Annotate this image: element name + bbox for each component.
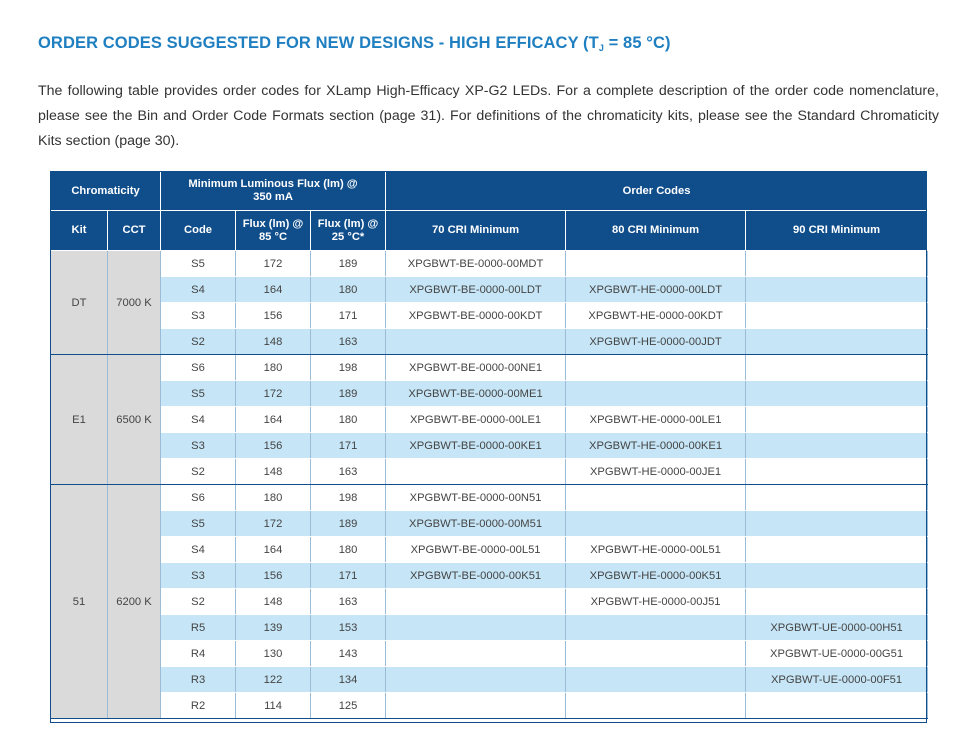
table-row — [51, 693, 928, 719]
table-row — [51, 303, 928, 329]
cri80-cell — [566, 667, 746, 693]
cri90-cell: XPGBWT-UE-0000-00H51 — [746, 615, 928, 641]
code-cell: R2 — [161, 693, 236, 719]
code-cell: R3 — [161, 667, 236, 693]
table-row — [51, 459, 928, 485]
flux25-cell: 198 — [311, 485, 386, 511]
flux25-cell: 198 — [311, 355, 386, 381]
cri80-cell — [566, 251, 746, 277]
cct-cell: 7000 K — [108, 251, 161, 355]
cri70-cell: XPGBWT-BE-0000-00M51 — [386, 511, 566, 537]
code-cell: S6 — [161, 485, 236, 511]
code-cell: S2 — [161, 589, 236, 615]
flux85-cell: 164 — [236, 537, 311, 563]
flux25-cell: 134 — [311, 667, 386, 693]
cri90-cell — [746, 251, 928, 277]
cri80-cell: XPGBWT-HE-0000-00J51 — [566, 589, 746, 615]
cri80-cell: XPGBWT-HE-0000-00JDT — [566, 329, 746, 355]
cri90-cell — [746, 381, 928, 407]
flux25-cell: 171 — [311, 563, 386, 589]
cri70-cell: XPGBWT-BE-0000-00KDT — [386, 303, 566, 329]
flux85-cell: 172 — [236, 251, 311, 277]
header-order-codes: Order Codes — [386, 172, 928, 211]
cct-cell: 6200 K — [108, 485, 161, 719]
table-row — [51, 329, 928, 355]
flux85-cell: 172 — [236, 381, 311, 407]
flux85-cell: 148 — [236, 589, 311, 615]
cri80-cell — [566, 355, 746, 381]
cri90-cell — [746, 537, 928, 563]
cri90-cell — [746, 589, 928, 615]
cri80-cell: XPGBWT-HE-0000-00KDT — [566, 303, 746, 329]
code-cell: S6 — [161, 355, 236, 381]
table-row — [51, 485, 928, 511]
kit-cell: 51 — [51, 485, 108, 719]
cri70-cell: XPGBWT-BE-0000-00KE1 — [386, 433, 566, 459]
cri70-cell — [386, 667, 566, 693]
cri80-cell: XPGBWT-HE-0000-00LE1 — [566, 407, 746, 433]
cri80-cell: XPGBWT-HE-0000-00K51 — [566, 563, 746, 589]
cri80-cell — [566, 693, 746, 719]
cri90-cell — [746, 485, 928, 511]
flux25-cell: 180 — [311, 537, 386, 563]
table-row — [51, 277, 928, 303]
cri70-cell: XPGBWT-BE-0000-00LDT — [386, 277, 566, 303]
header-chromaticity: Chromaticity — [51, 172, 161, 211]
cri70-cell: XPGBWT-BE-0000-00NE1 — [386, 355, 566, 381]
code-cell: S4 — [161, 407, 236, 433]
flux25-cell: 180 — [311, 407, 386, 433]
cri80-cell — [566, 641, 746, 667]
flux25-cell: 180 — [311, 277, 386, 303]
cri70-cell: XPGBWT-BE-0000-00L51 — [386, 537, 566, 563]
cri80-cell — [566, 511, 746, 537]
flux85-cell: 148 — [236, 459, 311, 485]
flux25-cell: 171 — [311, 433, 386, 459]
header-flux-85: Flux (lm) @ 85 °C — [236, 211, 311, 251]
flux25-cell: 163 — [311, 459, 386, 485]
flux85-cell: 164 — [236, 407, 311, 433]
cri70-cell: XPGBWT-BE-0000-00K51 — [386, 563, 566, 589]
flux85-cell: 139 — [236, 615, 311, 641]
code-cell: S4 — [161, 277, 236, 303]
flux25-cell: 189 — [311, 251, 386, 277]
code-cell: S3 — [161, 303, 236, 329]
header-cri80: 80 CRI Minimum — [566, 211, 746, 251]
code-cell: S5 — [161, 511, 236, 537]
table-row — [51, 381, 928, 407]
table-row — [51, 355, 928, 381]
flux85-cell: 148 — [236, 329, 311, 355]
cri90-cell — [746, 407, 928, 433]
flux85-cell: 156 — [236, 303, 311, 329]
cri80-cell: XPGBWT-HE-0000-00L51 — [566, 537, 746, 563]
flux85-cell: 172 — [236, 511, 311, 537]
code-cell: R5 — [161, 615, 236, 641]
cri70-cell — [386, 693, 566, 719]
cri90-cell — [746, 563, 928, 589]
cri90-cell — [746, 355, 928, 381]
flux25-cell: 171 — [311, 303, 386, 329]
flux25-cell: 189 — [311, 381, 386, 407]
flux85-cell: 122 — [236, 667, 311, 693]
cri70-cell: XPGBWT-BE-0000-00ME1 — [386, 381, 566, 407]
flux25-cell: 163 — [311, 589, 386, 615]
header-flux-25: Flux (lm) @ 25 °C* — [311, 211, 386, 251]
header-cri90: 90 CRI Minimum — [746, 211, 928, 251]
cri90-cell — [746, 511, 928, 537]
flux85-cell: 164 — [236, 277, 311, 303]
table-row — [51, 407, 928, 433]
cri80-cell — [566, 485, 746, 511]
cri90-cell — [746, 433, 928, 459]
header-min-flux: Minimum Luminous Flux (lm) @ 350 mA — [161, 172, 386, 211]
flux85-cell: 156 — [236, 563, 311, 589]
cri90-cell — [746, 693, 928, 719]
cri90-cell — [746, 329, 928, 355]
code-cell: S2 — [161, 459, 236, 485]
flux25-cell: 189 — [311, 511, 386, 537]
table-row — [51, 511, 928, 537]
code-cell: R4 — [161, 641, 236, 667]
cri90-cell — [746, 277, 928, 303]
cri80-cell: XPGBWT-HE-0000-00KE1 — [566, 433, 746, 459]
header-cri70: 70 CRI Minimum — [386, 211, 566, 251]
page-title: ORDER CODES SUGGESTED FOR NEW DESIGNS - HIGH EFFICACY ($T_J = 85$ °C) — [38, 34, 671, 53]
cri70-cell: XPGBWT-BE-0000-00MDT — [386, 251, 566, 277]
cri80-cell — [566, 615, 746, 641]
table-row — [51, 667, 928, 693]
cri70-cell: XPGBWT-BE-0000-00LE1 — [386, 407, 566, 433]
flux85-cell: 180 — [236, 485, 311, 511]
flux85-cell: 180 — [236, 355, 311, 381]
header-code: Code — [161, 211, 236, 251]
cri70-cell — [386, 615, 566, 641]
header-kit: Kit — [51, 211, 108, 251]
flux85-cell: 114 — [236, 693, 311, 719]
table-row — [51, 615, 928, 641]
flux25-cell: 143 — [311, 641, 386, 667]
header-cct: CCT — [108, 211, 161, 251]
code-cell: S5 — [161, 381, 236, 407]
code-cell: S4 — [161, 537, 236, 563]
flux85-cell: 156 — [236, 433, 311, 459]
cri70-cell: XPGBWT-BE-0000-00N51 — [386, 485, 566, 511]
cri70-cell — [386, 589, 566, 615]
cri90-cell: XPGBWT-UE-0000-00F51 — [746, 667, 928, 693]
flux25-cell: 153 — [311, 615, 386, 641]
cct-cell: 6500 K — [108, 355, 161, 485]
code-cell: S5 — [161, 251, 236, 277]
cri90-cell — [746, 303, 928, 329]
order-codes-table — [50, 171, 928, 719]
flux25-cell: 125 — [311, 693, 386, 719]
kit-cell: E1 — [51, 355, 108, 485]
code-cell: S3 — [161, 563, 236, 589]
cri70-cell — [386, 329, 566, 355]
table-row — [51, 589, 928, 615]
table-row — [51, 433, 928, 459]
flux85-cell: 130 — [236, 641, 311, 667]
cri80-cell: XPGBWT-HE-0000-00LDT — [566, 277, 746, 303]
intro-paragraph: The following table provides order codes for XLamp High-Efficacy XP-G2 LEDs. For a complete description of the order code nomenclature, please see the Bin and Order Code Formats section (page 31). For definitions of the chromaticity kits, please see the Standard Chromaticity Kits section (page 30). — [38, 83, 939, 149]
table-row — [51, 251, 928, 277]
kit-cell: DT — [51, 251, 108, 355]
code-cell: S2 — [161, 329, 236, 355]
code-cell: S3 — [161, 433, 236, 459]
table-row — [51, 641, 928, 667]
flux25-cell: 163 — [311, 329, 386, 355]
cri90-cell — [746, 459, 928, 485]
table-row — [51, 537, 928, 563]
cri90-cell: XPGBWT-UE-0000-00G51 — [746, 641, 928, 667]
cri80-cell — [566, 381, 746, 407]
cri70-cell — [386, 459, 566, 485]
cri80-cell: XPGBWT-HE-0000-00JE1 — [566, 459, 746, 485]
cri70-cell — [386, 641, 566, 667]
table-row — [51, 563, 928, 589]
